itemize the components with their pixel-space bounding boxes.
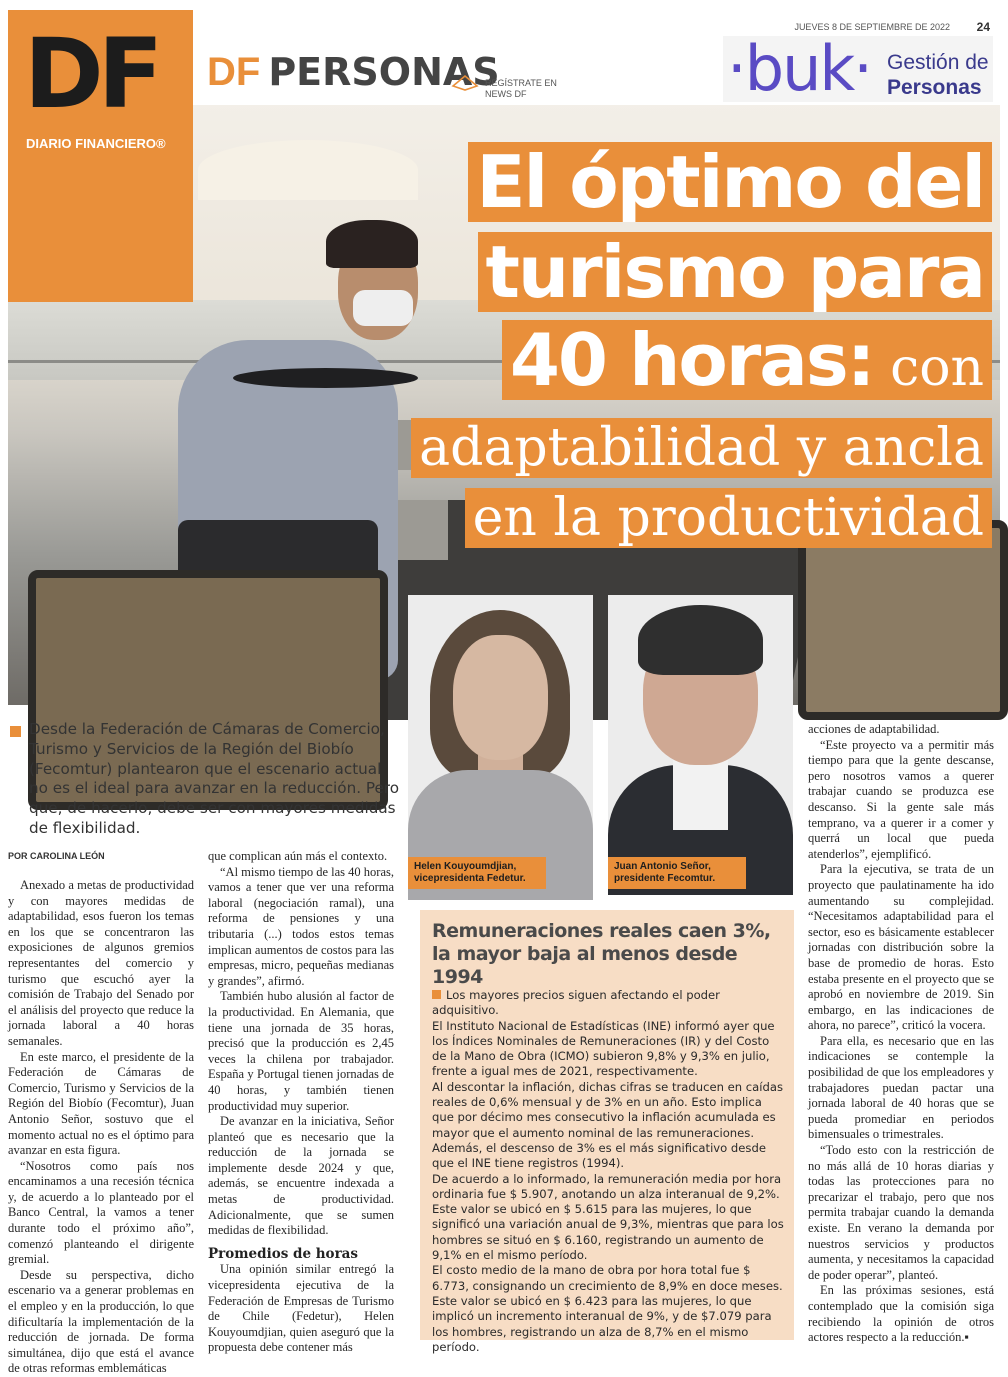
tray-shape <box>233 368 418 388</box>
box-body: Los mayores precios siguen afectando el poder adquisitivo. El Instituto Nacional de Estadísticas (INE) informó ayer que los Índices Nominales de Remuneraciones (IR) y del Costo de la Mano de Obra (ICMO) subieron 9,8% y 9,3% en julio, frente a igual mes de 2021, respectivamente. Al descontar la inflación, dichas cifras se traducen en caídas reales de 0,6% mensual y de 3% en un año. Esto implica que por décimo mes consecutivo la inflación acumulada es mayor que el aumento nominal de las remuneraciones. Además, el descenso de 3% es el más significativo desde que el INE tiene registros (1994). De acuerdo a lo informado, la remuneración media por hora ordinaria fue $ 5.907, anotando un alza interanual de 9,2%. Este valor se ubicó en $ 5.615 para las mujeres, lo que significó una variación anual de 9,3%, mientras que para los hombres se situó en $ 6.160, registrando un aumento de 9,1% en el mismo período. El costo medio de la mano de obra por hora total fue $ 6.773, consignando un crecimiento de 8,9% en doce meses. Este valor se ubicó en $ 6.423 para las mujeres, lo que implicó un incremento interanual de 9%, y de $7.079 para los hombres, registrando un alza de 8,7% en el mismo período. <box>432 988 784 1354</box>
bullet-icon <box>432 990 441 999</box>
headline-line-4: adaptabilidad y ancla <box>411 418 992 478</box>
subhead: Promedios de horas <box>208 1245 359 1262</box>
headline-line-1: El óptimo del <box>468 142 992 222</box>
umbrella-shape <box>198 140 418 200</box>
portrait-juan <box>608 595 793 889</box>
headline-line-5: en la productividad <box>465 488 992 548</box>
byline: POR CAROLINA LEÓN <box>8 851 105 861</box>
df-logo <box>8 10 193 302</box>
body-column-2: que complican aún más el contexto. “Al mismo tiempo de las 40 horas, vamos a tener que ver una reforma laboral (negociación ramal), una reforma de pensiones y una tributaria (...) todos estos temas implican aumentos de costos para las empresas, micro, pequeñas medianas y grandes”, afirmó. También hubo alusión al factor de la productividad. En Alemania, que tiene una jornada de 35 horas, precisó que la producción es 2,45 veces la chilena por trabajador. España y Portugal tienen jornadas de 40 horas, y también tienen productividad muy superior. De avanzar en la iniciativa, Señor planteó que es necesario que la reducción de la jornada se implemente desde 2024 y que, además, se encuentre indexada a metas de productividad. Adicionalmente, que se sumen medidas de flexibilidad. Promedios de horas Una opinión similar entregó la vicepresidenta ejecutiva de la Federación de Empresas de Turismo de Chile (Fedetur), Helen Kouyoumdjian, quien aseguró que la propuesta debe contener más <box>208 849 394 1355</box>
waiter-hair-shape <box>326 220 418 268</box>
sponsor-logo: ·buk· Gestión de Personas <box>723 36 993 102</box>
portrait-helen <box>408 595 593 889</box>
page-number: 24 <box>976 20 990 34</box>
masthead <box>193 10 1000 105</box>
headline-line-2: turismo para <box>478 232 993 312</box>
body-column-3: acciones de adaptabilidad. “Este proyecto va a permitir más tiempo para que la gente descanse, pero nosotros vamos a querer trabajar cuando se produzca ese descanso. Si la gente sale más temprano, va a querer ir a comer y querrá un local que pueda atenderlos”, ejemplificó. Para la ejecutiva, se trata de un proyecto que paulatinamente ha ido aumentando su complejidad. “Necesitamos adaptabilidad para el sector, eso es básicamente establecer jornadas con distribución sobre la base de promedio de horas. Esto estaba presente en el proyecto que se aprobó en noviembre de 2019. Sin embargo, en las indicaciones de ahora, no parece”, criticó la vocera. Para ella, es necesario que en las indicaciones se contemple la posibilidad de que los empleadores y trabajadores puedan pactar una jornada laboral de 40 horas que se pueda promediar en periodos bimensuales o trimestrales. “Todo esto con la restricción de no más allá de 10 horas diarias y todas las protecciones para no precarizar el trabajo, pero que nos permita trabajar cuando la demanda existe. En verano la demanda por nuestros servicios y productos aumenta, y necesitamos la capacidad de poder operar”, planteó. En las próximas sesiones, está contemplado que la comisión siga recibiendo la opinión de otros actores respecto a la reducción.▪ <box>808 722 994 1345</box>
lead-paragraph: Desde la Federación de Cámaras de Comercio, Turismo y Servicios de la Región del Biobío (Fecomtur) plantearon que el escenario actual no es el ideal para avanzar en la reducción. Pero que, de hacerlo, debe ser con mayores medidas de flexibilidad. <box>29 720 400 837</box>
body-column-1: Anexado a metas de productividad y con mayores medidas de adaptabilidad, esos fueron los temas en los que se concentraron las exposiciones de algunos gremios representantes del comercio y turismo que escuchó ayer la comisión de Trabajo del Senado por el análisis del proyecto que reduce la jornada laboral a 40 horas semanales. En este marco, el presidente de la Federación de Cámaras de Comercio, Turismo y Servicios de la Región del Biobío (Fecomtur), Juan Antonio Señor, sostuvo que el momento actual no es el óptimo para avanzar en esta figura. “Nosotros como país nos encaminamos a una recesión técnica y, de acuerdo a lo planteado por el Banco Central, la vamos a tener durante todo el próximo año”, comenzó planteando el dirigente gremial. Desde su perspectiva, dicho escenario va a generar problemas en el empleo y en la producción, lo que dificultaría la implementación de la reducción de jornada. De forma simultánea, dijo que está el avance de otras reformas emblemáticas <box>8 878 194 1376</box>
mask-shape <box>353 290 413 326</box>
register-link[interactable]: REGÍSTRATE EN NEWS DF <box>485 78 557 99</box>
newsletter-icon <box>451 74 479 92</box>
section-title: DF PERSONAS <box>207 50 500 94</box>
salaries-box <box>420 910 794 1354</box>
df-logo-mark: DF <box>24 18 158 130</box>
issue-date: JUEVES 8 DE SEPTIEMBRE DE 2022 <box>794 22 950 32</box>
lead-bullet-icon <box>10 726 21 737</box>
photo-caption: Juan Antonio Señor, presidente Fecomtur. <box>608 857 746 889</box>
box-title: Remuneraciones reales caen 3%, la mayor baja al menos desde 1994 <box>432 920 771 988</box>
chair-shape <box>798 520 1008 720</box>
df-logo-text: DIARIO FINANCIERO® <box>26 136 166 151</box>
headline-line-3: 40 horas: con <box>502 320 992 400</box>
photo-caption: Helen Kouyoumdjian, vicepresidenta Fedetur. <box>408 857 546 889</box>
